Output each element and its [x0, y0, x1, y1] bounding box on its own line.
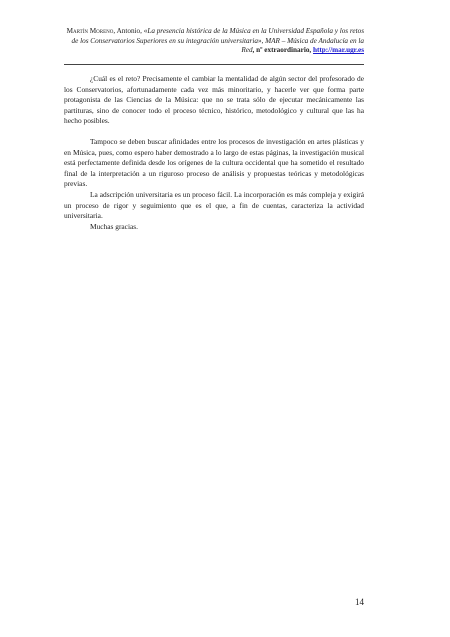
header-article-title: La presencia histórica de la Música en la Universidad Española y los retos de los Conservatorios Superiores en su integración universitaria [71, 27, 364, 45]
paragraph: Tampoco se deben buscar afinidades entre los procesos de investigación en artes plásticas y en Música, pues, como espero haber demostrado a lo largo de estas páginas, la investigación musical está perfectamente definida desde los orígenes de la cultura occidental que ha sometido el resultado final de la interpretación a un riguroso proceso de análisis y propuestas teóricas y metodológicas previas. [64, 136, 364, 189]
header-after-title: », [257, 36, 266, 45]
header-issue: , nº extraordinario, [252, 46, 314, 55]
header-divider [64, 64, 364, 65]
page-number: 14 [355, 597, 364, 607]
body-text [64, 74, 364, 232]
header-author: Martín Moreno [66, 27, 114, 35]
paragraph: La adscripción universitaria es un proceso fácil. La incorporación es más compleja y exigirá un proceso de rigor y seguimiento que es el que, a fin de cuentas, caracteriza la actividad universitaria. [64, 189, 364, 221]
running-header [64, 27, 364, 56]
header-journal: MAR – Música de Andalucía en la Red [241, 36, 364, 55]
paragraph: Muchas gracias. [90, 221, 139, 231]
header-url-link[interactable]: http://mar.ugr.es [313, 46, 364, 55]
header-author-rest: , Antonio, « [113, 27, 148, 35]
paragraph: ¿Cuál es el reto? Precisamente el cambiar la mentalidad de algún sector del profesorado de los Conservatorios, afortunadamente cada vez más minoritario, y hacerle ver que forma parte protagonista de las Ciencias de la Música: que no se trata sólo de ejecutar mecánicamente las partituras, sino de conocer todo el proceso técnico, histórico, metodológico y cultural que las ha hecho posibles. [64, 74, 364, 126]
